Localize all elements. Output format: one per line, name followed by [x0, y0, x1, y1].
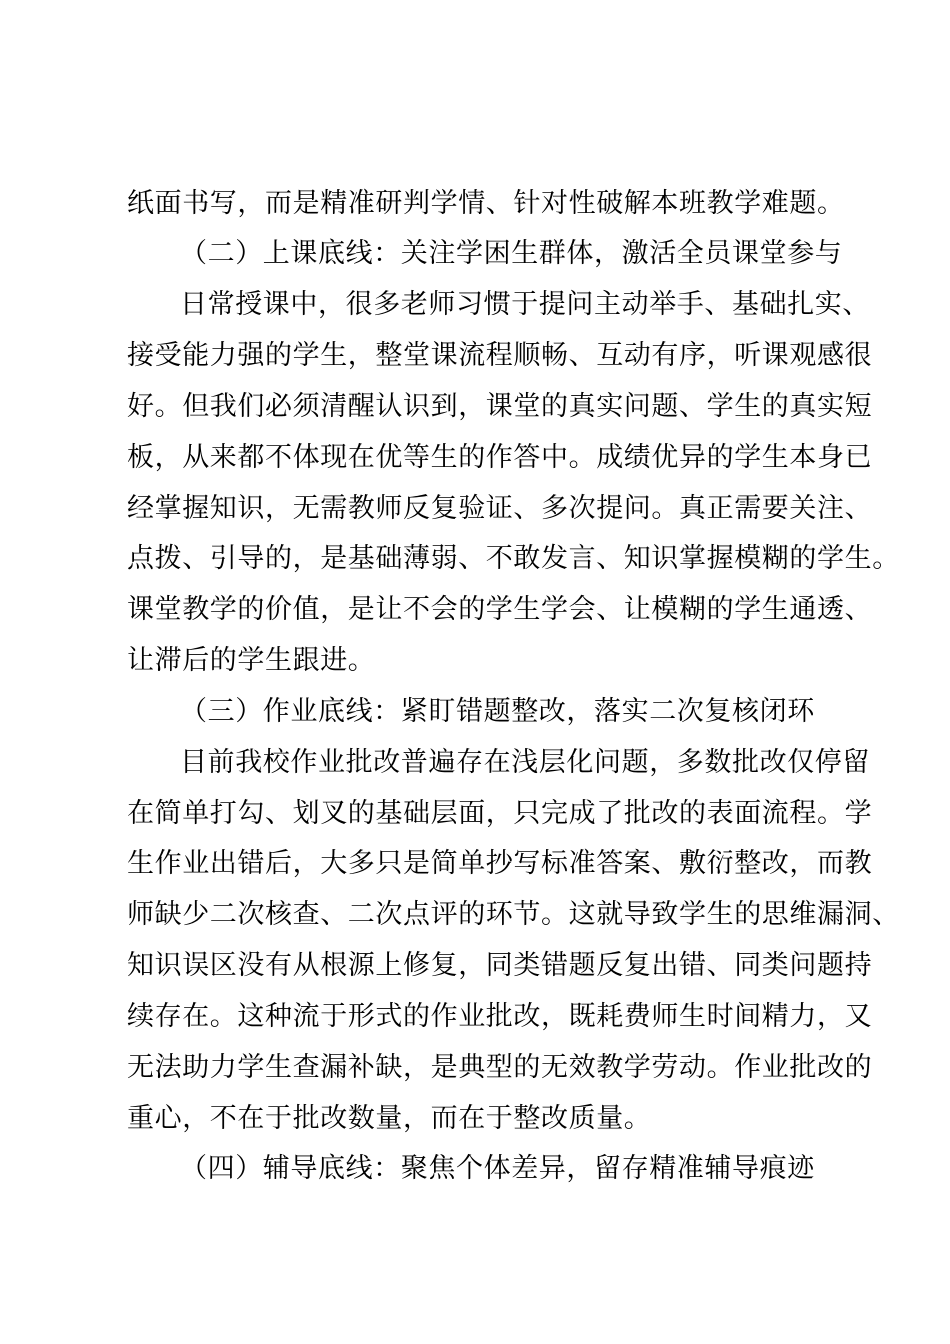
paragraph-line: 在简单打勾、划叉的基础层面，只完成了批改的表面流程。学 — [127, 798, 873, 829]
paragraph-line: 重心，不在于批改数量，而在于整改质量。 — [127, 1103, 652, 1134]
paragraph-line: 日常授课中，很多老师习惯于提问主动举手、基础扎实、 — [180, 289, 870, 320]
paragraph-line: 目前我校作业批改普遍存在浅层化问题，多数批改仅停留 — [180, 747, 870, 778]
paragraph-line-continuation: 纸面书写，而是精准研判学情、针对性破解本班教学难题。 — [127, 188, 845, 219]
paragraph-line: 生作业出错后，大多只是简单抄写标准答案、敷衍整改，而教 — [127, 848, 873, 879]
paragraph-line: 师缺少二次核查、二次点评的环节。这就导致学生的思维漏洞、 — [127, 899, 900, 930]
paragraph-line: 板，从来都不体现在优等生的作答中。成绩优异的学生本身已 — [127, 442, 873, 473]
paragraph-line: 让滞后的学生跟进。 — [127, 645, 376, 676]
paragraph-line: 好。但我们必须清醒认识到，课堂的真实问题、学生的真实短 — [127, 391, 873, 422]
paragraph-line: 课堂教学的价值，是让不会的学生学会、让模糊的学生通透、 — [127, 594, 873, 625]
paragraph-line: 续存在。这种流于形式的作业批改，既耗费师生时间精力，又 — [127, 1001, 873, 1032]
section-heading-2: （二）上课底线：关注学困生群体，激活全员课堂参与 — [180, 238, 843, 269]
paragraph-line: 接受能力强的学生，整堂课流程顺畅、互动有序，听课观感很 — [127, 340, 873, 371]
section-heading-4: （四）辅导底线：聚焦个体差异，留存精准辅导痕迹 — [180, 1153, 815, 1184]
paragraph-line: 经掌握知识，无需教师反复验证、多次提问。真正需要关注、 — [127, 493, 873, 524]
section-heading-3: （三）作业底线：紧盯错题整改，落实二次复核闭环 — [180, 696, 815, 727]
paragraph-line: 无法助力学生查漏补缺，是典型的无效教学劳动。作业批改的 — [127, 1052, 873, 1083]
paragraph-line: 知识误区没有从根源上修复，同类错题反复出错、同类问题持 — [127, 950, 873, 981]
paragraph-line: 点拨、引导的，是基础薄弱、不敢发言、知识掌握模糊的学生。 — [127, 543, 900, 574]
